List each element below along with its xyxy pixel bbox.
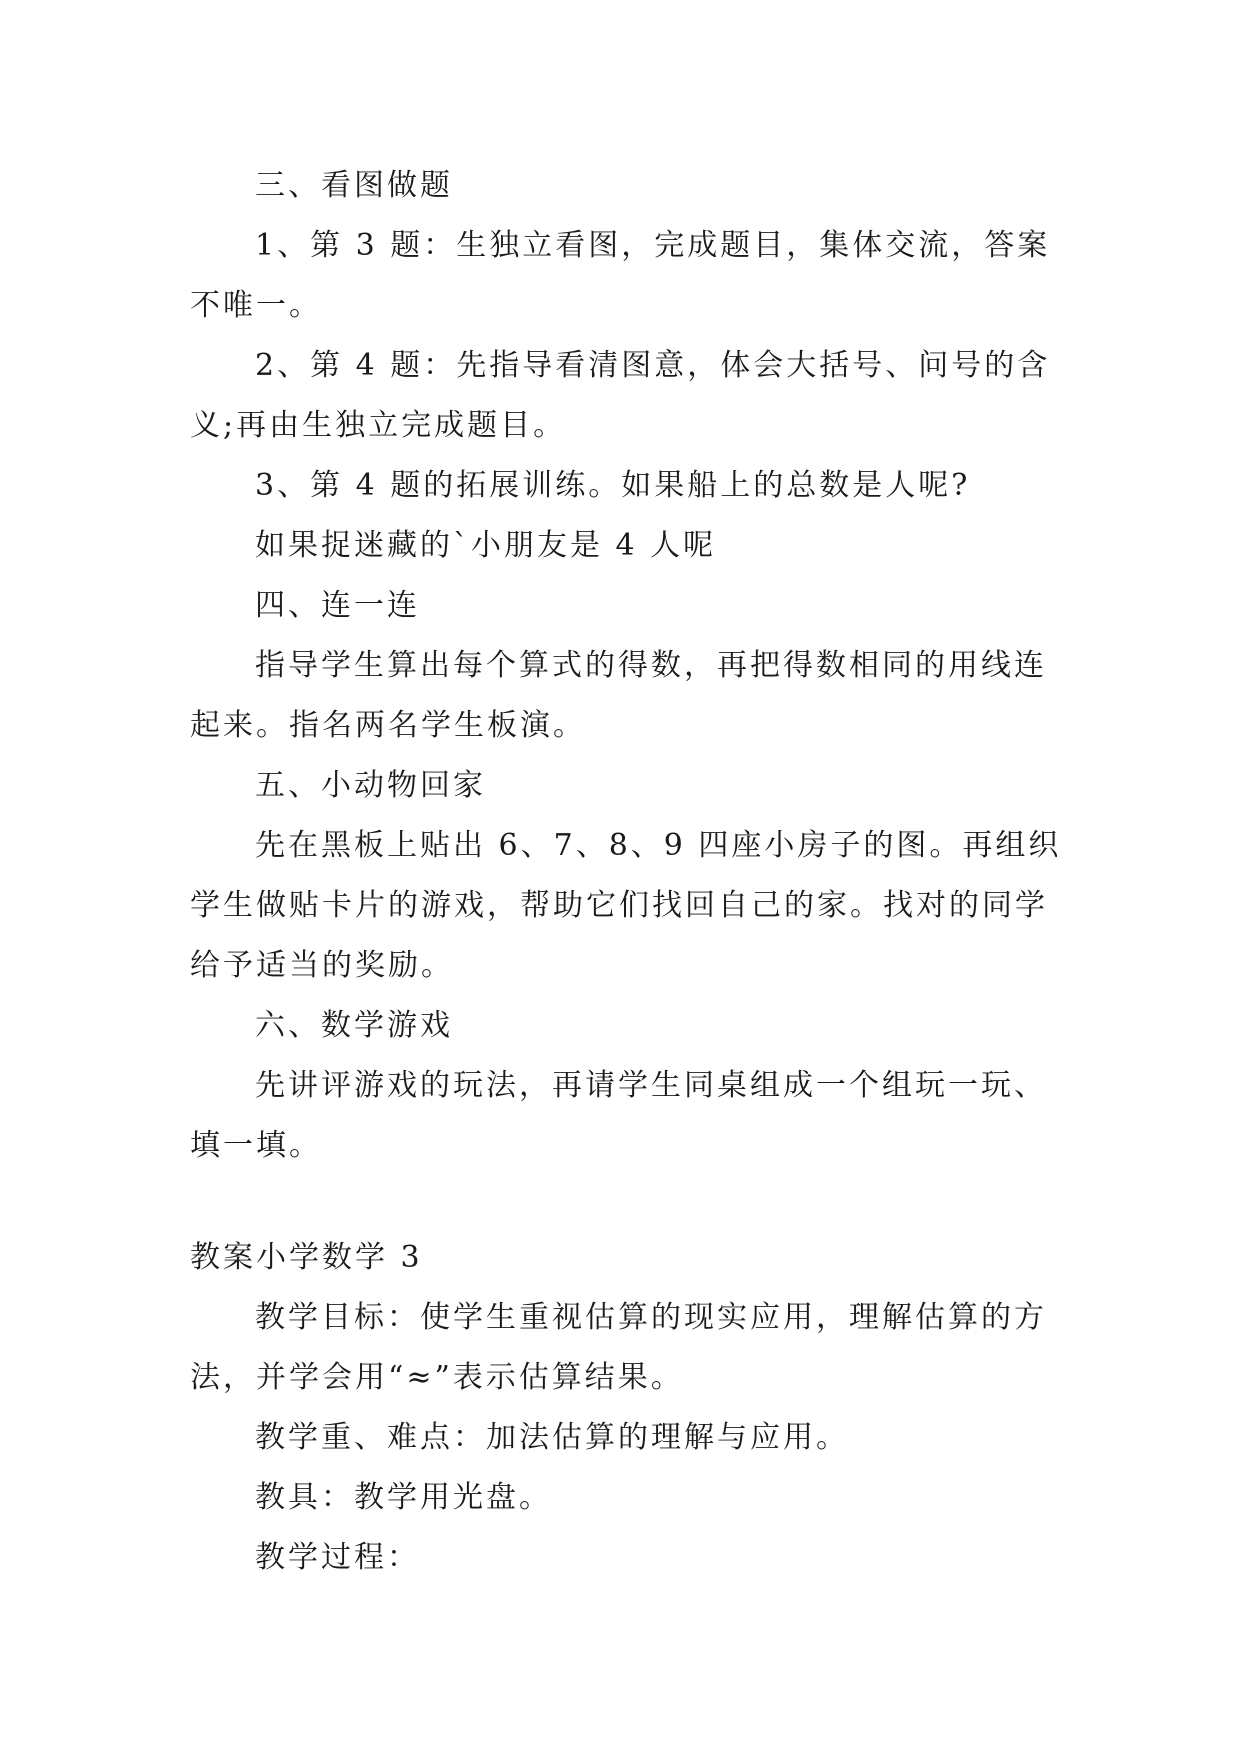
section-heading-animals-home: 五、小动物回家 (255, 768, 486, 803)
paragraph-line: 1、第 3 题：生独立看图，完成题目，集体交流，答案 (255, 228, 1051, 263)
paragraph-line: 2、第 4 题：先指导看清图意，体会大括号、问号的含 (255, 348, 1051, 383)
paragraph-line: 如果捉迷藏的`小朋友是 4 人呢 (255, 528, 717, 563)
section-heading-connect: 四、连一连 (255, 588, 420, 623)
paragraph-line: 教具：教学用光盘。 (255, 1480, 552, 1515)
paragraph-line: 教学目标：使学生重视估算的现实应用，理解估算的方 (255, 1300, 1047, 1335)
document-title: 教案小学数学 3 (190, 1240, 423, 1275)
paragraph-line: 3、第 4 题的拓展训练。如果船上的总数是人呢? (255, 468, 971, 503)
section-heading-look-and-solve: 三、看图做题 (255, 168, 453, 203)
paragraph-line: 给予适当的奖励。 (190, 948, 454, 983)
paragraph-line: 义;再由生独立完成题目。 (190, 408, 567, 443)
paragraph-line: 填一填。 (190, 1128, 322, 1163)
paragraph-line: 先讲评游戏的玩法，再请学生同桌组成一个组玩一玩、 (255, 1068, 1047, 1103)
paragraph-line: 学生做贴卡片的游戏，帮助它们找回自己的家。找对的同学 (190, 888, 1048, 923)
paragraph-line: 不唯一。 (190, 288, 322, 323)
paragraph-line: 先在黑板上贴出 6、7、8、9 四座小房子的图。再组织 (255, 828, 1062, 863)
section-heading-math-game: 六、数学游戏 (255, 1008, 453, 1043)
paragraph-line: 指导学生算出每个算式的得数，再把得数相同的用线连 (255, 648, 1047, 683)
paragraph-line: 法，并学会用“≈”表示估算结果。 (190, 1360, 684, 1395)
paragraph-line: 教学过程： (255, 1540, 420, 1575)
paragraph-line: 起来。指名两名学生板演。 (190, 708, 586, 743)
paragraph-line: 教学重、难点：加法估算的理解与应用。 (255, 1420, 849, 1455)
